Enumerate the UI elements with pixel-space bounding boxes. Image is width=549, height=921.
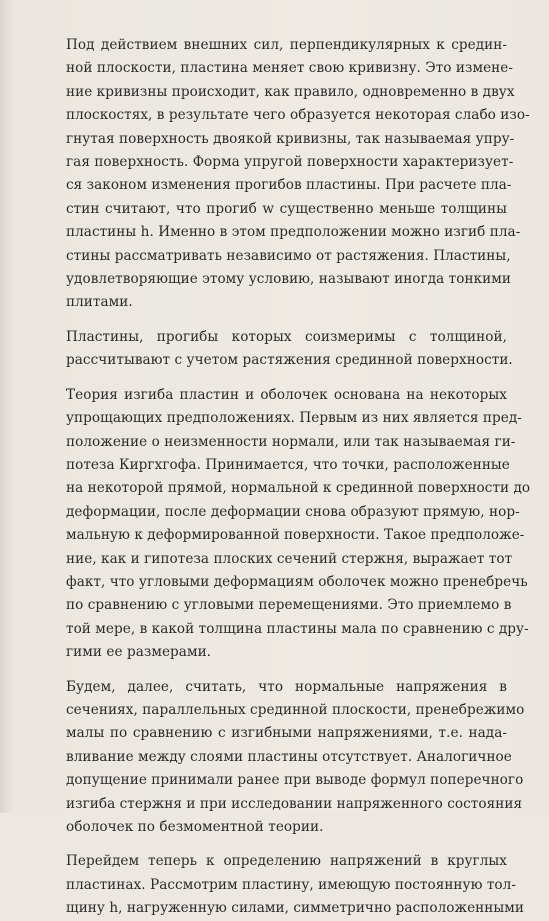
text-line: малы по сравнению с изгибными напряжениями, т.е. нада- bbox=[66, 725, 507, 742]
text-line: Теория изгиба пластин и оболочек основана на некоторых bbox=[66, 386, 507, 403]
text-line: плоскостях, в результате чего образуется некоторая слабо изо- bbox=[66, 107, 530, 124]
paragraph-kirchhoff-hypothesis bbox=[42, 384, 531, 665]
text-line: гими ее размерами. bbox=[66, 644, 212, 661]
text-line: оболочек по безмоментной теории. bbox=[66, 819, 324, 835]
text-line: той мере, в какой толщина пластины мала по сравнению с дру- bbox=[66, 620, 529, 637]
text-line: факт, что угловыми деформациям оболочек можно пренебречь bbox=[66, 573, 528, 590]
paragraph-plate-bending bbox=[42, 34, 530, 315]
text-line: Будем, далее, считать, что нормальные напряжения в bbox=[66, 678, 507, 695]
text-line: рассчитывают с учетом растяжения срединной поверхности. bbox=[66, 352, 513, 369]
text-line: по сравнению с угловыми перемещениями. Это приемлемо в bbox=[66, 597, 512, 614]
text-line: сечениях, параллельных срединной плоскости, пренебрежимо bbox=[66, 701, 525, 718]
text-line: гнутая поверхность двоякой кривизны, так называемая упру- bbox=[66, 130, 515, 147]
text-line: ся законом изменения прогибов пластины. При расчете пла- bbox=[66, 177, 512, 194]
text-line: удовлетворяющие этому условию, называют иногда тонкими bbox=[66, 271, 511, 288]
text-line: Перейдем теперь к определению напряжений в круглых bbox=[66, 853, 507, 870]
text-line: ние, как и гипотеза плоских сечений стержня, выражает тот bbox=[66, 550, 513, 567]
paragraph-circular-plates bbox=[42, 850, 524, 920]
text-line: гая поверхность. Форма упругой поверхности характеризует- bbox=[66, 154, 514, 171]
paragraph-normal-stresses bbox=[42, 676, 525, 840]
text-line: Пластины, прогибы которых соизмеримы с толщиной, bbox=[66, 328, 507, 345]
text-line: допущение принимали ранее при выводе формул поперечного bbox=[66, 772, 524, 789]
paragraph-large-deflection bbox=[42, 326, 513, 373]
text-line: на некоторой прямой, нормальной к срединной поверхности до bbox=[66, 480, 531, 497]
text-line: щину h, нагруженную силами, симметрично расположенными bbox=[66, 900, 524, 917]
text-line: ние кривизны происходит, как правило, одновременно в двух bbox=[66, 83, 515, 100]
text-line: изгиба стержня и при исследовании напряженного состояния bbox=[66, 795, 523, 812]
text-line: упрощающих предположениях. Первым из них является пред- bbox=[66, 410, 522, 427]
text-line: ной плоскости, пластина меняет свою кривизну. Это измене- bbox=[66, 60, 514, 77]
text-line: Под действием внешних сил, перпендикулярных к средин- bbox=[66, 37, 507, 53]
text-line: стины рассматривать независимо от растяжения. Пластины, bbox=[66, 247, 511, 264]
text-line: стин считают, что прогиб w существенно меньше толщины bbox=[66, 200, 507, 217]
text-line: деформации, после деформации снова образуют прямую, нор- bbox=[66, 503, 520, 520]
text-line: мальную к деформированной поверхности. Такое предположе- bbox=[66, 527, 525, 544]
text-line: плитами. bbox=[66, 294, 133, 311]
text-line: положение о неизменности нормали, или так называемая ги- bbox=[66, 433, 516, 450]
text-line: пластинах. Рассмотрим пластину, имеющую постоянную тол- bbox=[66, 876, 516, 893]
text-line: потеза Киргхгофа. Принимается, что точки, расположенные bbox=[66, 456, 510, 473]
text-line: вливание между слоями пластины отсутствует. Аналогичное bbox=[66, 748, 512, 765]
text-line: пластины h. Именно в этом предположении можно изгиб пла- bbox=[66, 224, 521, 241]
